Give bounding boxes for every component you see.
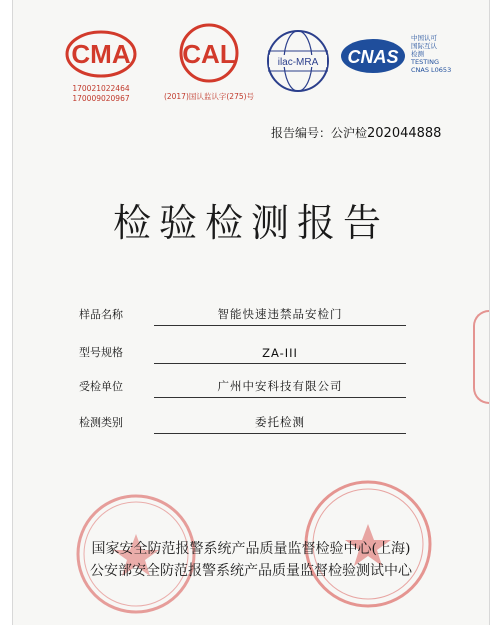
- cnas-line-1: 中国认可: [411, 34, 437, 42]
- ilac-logo-text: ilac-MRA: [277, 57, 319, 68]
- cnas-mark-icon: [339, 36, 407, 76]
- cnas-line-3: 检测: [411, 50, 424, 58]
- issuer-line-2: 公安部安全防范报警系统产品质量监督检验测试中心: [90, 563, 412, 579]
- cal-logo: [161, 20, 257, 106]
- field-label: 受检单位: [79, 380, 123, 393]
- cma-logo-text: CMA: [71, 39, 131, 69]
- report-number-value: 202044888: [367, 126, 442, 141]
- cal-caption: (2017)国认监认字(275)号: [163, 92, 255, 101]
- cnas-line-4: TESTING: [411, 58, 439, 66]
- underline: [154, 433, 406, 434]
- cnas-logo-text: CNAS: [347, 47, 399, 67]
- cnas-line-2: 国际互认: [411, 42, 437, 50]
- underline: [154, 397, 406, 398]
- certificate-page: [12, 0, 490, 625]
- page-title: 检验检测报告: [112, 201, 389, 245]
- field-label: 型号规格: [79, 346, 123, 359]
- cnas-line-5: CNAS L0653: [411, 66, 452, 74]
- underline: [154, 363, 406, 364]
- field-test-category: [79, 404, 409, 434]
- report-number: [271, 124, 441, 141]
- underline: [154, 325, 406, 326]
- field-value: 委托检测: [255, 415, 305, 429]
- cma-logo: [65, 28, 137, 103]
- issuer-line-1: 国家安全防范报警系统产品质量监督检验中心(上海): [91, 541, 411, 557]
- cma-number-1: 170021022464: [72, 84, 130, 93]
- field-value: 广州中安科技有限公司: [217, 379, 343, 393]
- field-sample-name: [79, 296, 409, 326]
- side-seal-fragment: [473, 310, 489, 404]
- ilac-globe-icon: [263, 26, 333, 96]
- ilac-mra-logo: [263, 26, 333, 96]
- report-number-label: 报告编号：公沪检: [271, 126, 368, 140]
- field-model: [79, 334, 409, 364]
- cma-number-2: 170009020967: [72, 94, 130, 103]
- cnas-logo: [339, 34, 489, 86]
- field-inspected-unit: [79, 368, 409, 398]
- cnas-caption: [411, 34, 451, 74]
- field-value: 智能快速违禁品安检门: [217, 307, 343, 321]
- field-label: 样品名称: [79, 308, 123, 321]
- cal-mark-icon: [161, 20, 257, 88]
- field-value: ZA-III: [262, 346, 298, 360]
- cal-logo-text: CAL: [182, 39, 236, 69]
- field-label: 检测类别: [79, 416, 123, 429]
- cma-mark-icon: [65, 28, 137, 80]
